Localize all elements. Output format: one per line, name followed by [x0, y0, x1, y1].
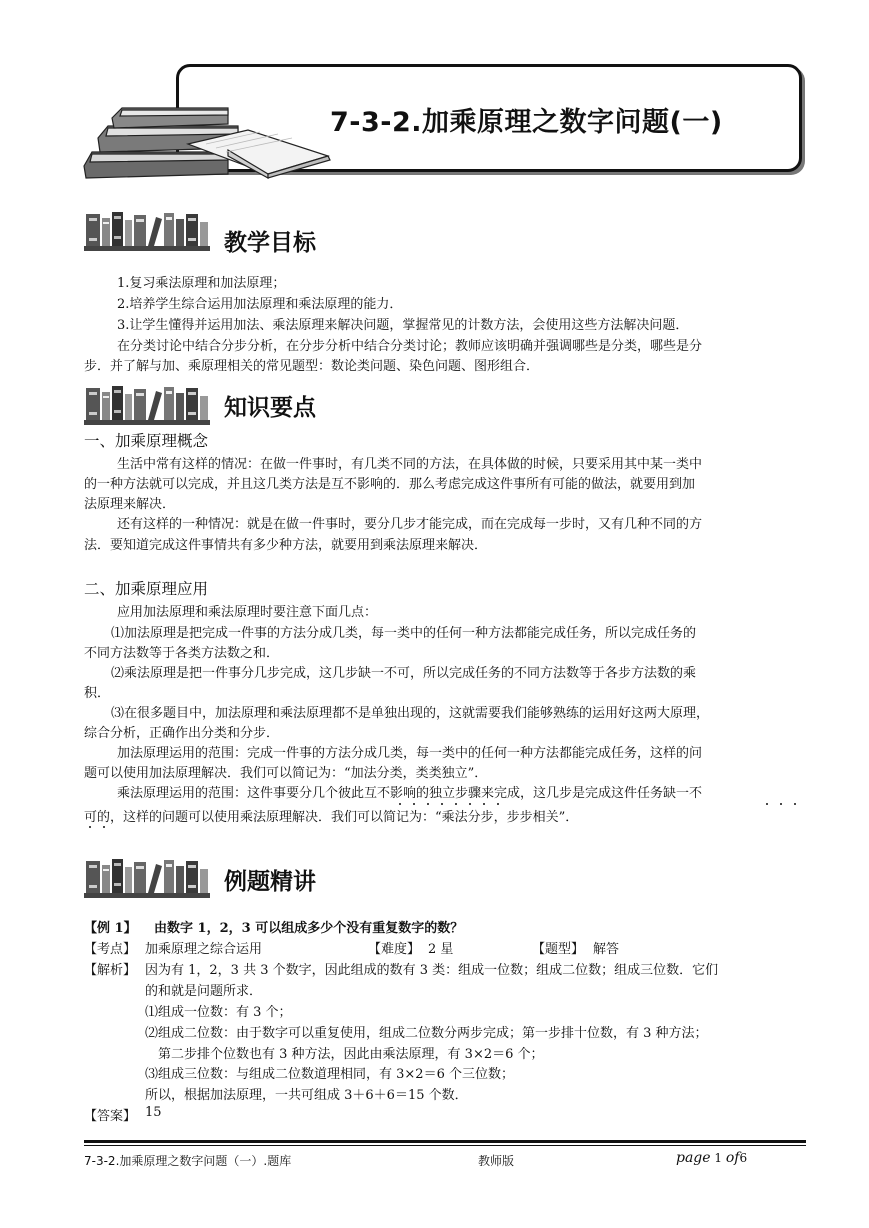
jiexi-line: ⑶组成三位数：与组成二位数道理相同，有 3×2＝6 个三位数；	[145, 1067, 514, 1082]
knowledge-line: ⑴加法原理是把完成一件事的方法分成几类，每一类中的任何一种方法都能完成任务，所以完成任务的	[111, 626, 697, 641]
emphasis-dot	[399, 803, 401, 805]
nandu-value: 2 星	[428, 942, 454, 957]
emphasis-dot	[455, 803, 457, 805]
goal-line: 步．并了解与加、乘原理相关的常见题型：数论类问题、染色问题、图形组合．	[84, 359, 540, 374]
nandu-label: 【难度】	[368, 942, 421, 957]
knowledge-line: 题可以使用加法原理解决．我们可以简记为：“加法分类，类类独立”．	[84, 766, 488, 781]
jiexi-line: 的和就是问题所求．	[145, 984, 263, 999]
jiexi-line: 所以，根据加法原理，一共可组成 3＋6＋6＝15 个数．	[145, 1088, 468, 1103]
footer-left: 7-3-2.加乘原理之数字问题（一）.题库	[84, 1154, 292, 1168]
emphasis-dot	[497, 803, 499, 805]
footer-page	[676, 1150, 747, 1166]
kaodian-value: 加乘原理之综合运用	[145, 942, 263, 957]
page-title: 7-3-2.加乘原理之数字问题(一)	[330, 107, 723, 138]
knowledge-line: ⑶在很多题目中，加法原理和乘法原理都不是单独出现的，这就需要我们能够熟练的运用好这两大原理，	[111, 706, 710, 721]
tixing-label: 【题型】	[532, 942, 585, 957]
kaodian-label: 【考点】	[84, 942, 137, 957]
goal-line: 1.复习乘法原理和加法原理；	[117, 276, 286, 291]
emphasis-dot	[469, 803, 471, 805]
books-illustration	[78, 104, 338, 186]
example-label: 【例 1】	[84, 921, 137, 936]
jiexi-line: 因为有 1，2，3 共 3 个数字，因此组成的数有 3 类：组成一位数；组成二位数；组成三位数．它们	[145, 963, 719, 978]
of-word: of	[725, 1150, 740, 1166]
section-title-goals: 教学目标	[224, 230, 316, 256]
knowledge-line: 可的，这样的问题可以使用乘法原理解决．我们可以简记为：“乘法分步，步步相关”．	[84, 810, 579, 825]
example-question: 由数字 1，2，3 可以组成多少个没有重复数字的数？	[154, 921, 464, 936]
emphasis-dot	[89, 826, 91, 828]
emphasis-dot	[483, 803, 485, 805]
goal-line: 3.让学生懂得并运用加法、乘法原理来解决问题，掌握常见的计数方法，会使用这些方法解决问题．	[117, 318, 689, 333]
tixing-value: 解答	[593, 942, 620, 957]
emphasis-dot	[103, 826, 105, 828]
knowledge-line: 法．要知道完成这件事情共有多少种方法，就要用到乘法原理来解决．	[84, 538, 488, 553]
daan-label: 【答案】	[84, 1109, 137, 1124]
knowledge-line: 加法原理运用的范围：完成一件事的方法分成几类，每一类中的任何一种方法都能完成任务，这样的问	[117, 746, 703, 761]
emphasis-dot	[427, 803, 429, 805]
jiexi-line: 第二步排个位数也有 3 种方法，因此由乘法原理，有 3×2＝6 个；	[158, 1047, 544, 1062]
bookshelf-icon	[82, 382, 212, 426]
emphasis-dot	[441, 803, 443, 805]
page-word: page	[676, 1150, 711, 1166]
emphasis-dot	[766, 803, 768, 805]
jiexi-line: ⑵组成二位数：由于数字可以重复使用，组成二位数分两步完成；第一步排十位数，有 3 种方法；	[145, 1026, 708, 1041]
subheading-application: 二、加乘原理应用	[84, 580, 209, 598]
knowledge-line: 综合分析，正确作出分类和分步．	[84, 726, 280, 741]
page-number: 1	[714, 1151, 723, 1165]
knowledge-line: 生活中常有这样的情况：在做一件事时，有几类不同的方法，在具体做的时候，只要采用其中某一类中	[117, 457, 703, 472]
emphasis-dot	[413, 803, 415, 805]
section-title-examples: 例题精讲	[224, 869, 316, 895]
knowledge-line: 应用加法原理和乘法原理时要注意下面几点：	[117, 605, 378, 620]
footer-edition: 教师版	[478, 1154, 515, 1168]
jiexi-label: 【解析】	[84, 963, 137, 978]
knowledge-line: 的一种方法就可以完成，并且这几类方法是互不影响的．那么考虑完成这件事所有可能的做法，就要用到加	[84, 477, 696, 492]
bookshelf-icon	[82, 855, 212, 899]
goal-line: 在分类讨论中结合分步分析，在分步分析中结合分类讨论；教师应该明确并强调哪些是分类，哪些是分	[117, 339, 703, 354]
daan-value: 15	[145, 1105, 162, 1120]
goal-line: 2.培养学生综合运用加法原理和乘法原理的能力．	[117, 297, 403, 312]
footer-rule	[84, 1140, 806, 1143]
footer-rule	[84, 1145, 806, 1146]
emphasis-dot	[794, 803, 796, 805]
jiexi-line: ⑴组成一位数：有 3 个；	[145, 1005, 292, 1020]
knowledge-line: 不同方法数等于各类方法数之和．	[84, 646, 280, 661]
knowledge-line: 积．	[84, 686, 111, 701]
page-total: 6	[739, 1151, 748, 1165]
subheading-concept: 一、加乘原理概念	[84, 432, 209, 450]
bookshelf-icon	[82, 208, 212, 252]
knowledge-line: 法原理来解决．	[84, 497, 176, 512]
knowledge-line: ⑵乘法原理是把一件事分几步完成，这几步缺一不可，所以完成任务的不同方法数等于各步方法数的乘	[111, 666, 697, 681]
emphasis-dot	[780, 803, 782, 805]
knowledge-line: 乘法原理运用的范围：这件事要分几个彼此互不影响的独立步骤来完成，这几步是完成这件任务缺一不	[117, 786, 703, 801]
section-title-knowledge: 知识要点	[224, 395, 316, 421]
knowledge-line: 还有这样的一种情况：就是在做一件事时，要分几步才能完成，而在完成每一步时，又有几种不同的方	[117, 517, 703, 532]
